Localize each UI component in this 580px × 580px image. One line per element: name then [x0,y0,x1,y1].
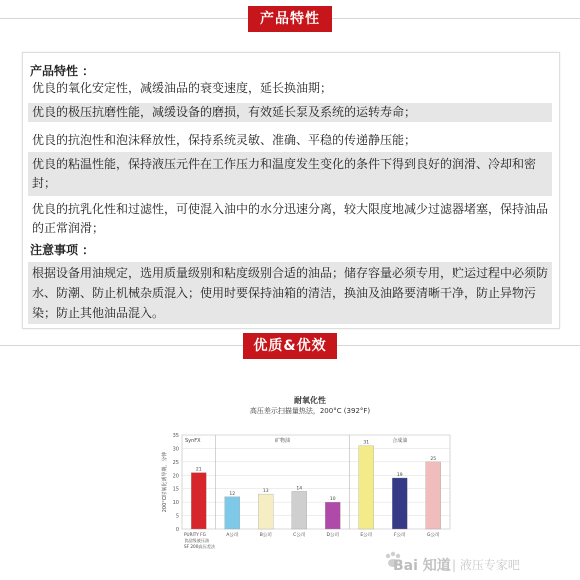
y-tick-label: 30 [172,446,179,453]
y-axis-label: 200°C时氧化诱导期，分钟 [162,451,168,513]
plot-frame [182,435,450,529]
bar [359,446,374,529]
bar [292,491,307,529]
feature-item: 优良的粘温性能，保持液压元件在工作压力和温度发生变化的条件下得到良好的润滑、冷却和密封； [28,152,552,196]
notes-text: 根据设备用油规定，选用质量级别和粘度级别合适的油品；储存容量必须专用，贮运过程中必须防水、防潮、防止机械杂质混入；使用时要保持油箱的清洁，换油及油路要清晰干净，防止异物污染；防止其他油品混入。 [28,262,552,324]
category-label: E公司 [360,533,373,538]
bar [426,462,441,529]
y-tick-label: 35 [172,433,179,439]
data-label: 31 [363,440,370,446]
category-label: C公司 [293,533,306,538]
feature-item: 优良的极压抗磨性能，减缓设备的磨损，有效延长泵及系统的运转寿命； [28,103,552,122]
y-tick-label: 15 [172,486,179,493]
oxidation-chart [150,395,470,575]
category-label: PURITY FG [184,532,206,537]
data-label: 25 [430,456,437,462]
section-banner-features [0,6,580,32]
category-label: SF 200高压差法 [184,544,216,549]
group-label: 矿物油 [274,438,291,444]
category-label: B公司 [259,533,272,538]
bar [258,494,273,529]
data-label: 12 [229,491,236,497]
chart-title: 耐氧化性 [294,396,326,405]
section-title: 优质&优效 [243,333,337,359]
y-tick-label: 20 [172,473,179,480]
y-tick-label: 0 [175,527,179,533]
bar [191,473,206,529]
group-label: SynFX [185,438,201,444]
y-tick-label: 10 [172,500,179,507]
bar [225,497,240,529]
y-tick-label: 25 [172,459,179,466]
data-label: 13 [262,489,269,495]
category-label: D公司 [326,533,339,538]
notes-heading: 注意事项 ： [30,243,95,257]
features-heading: 产品特性 ： [30,64,95,78]
data-label: 21 [195,467,202,473]
bar [392,478,407,529]
watermark-text: | 液压专家吧 [452,558,520,572]
feature-item: 优良的抗泡性和泡沫释放性，保持系统灵敏、准确、平稳的传递静压能； [32,133,417,147]
feature-item: 优良的抗乳化性和过滤性，可使混入油中的水分迅速分离，较大限度地减少过滤器堵塞，保持油品的正常润滑； [32,202,549,235]
data-label: 19 [396,472,403,478]
section-banner-quality [0,333,580,359]
watermark-brand: Bai 知道 [393,558,451,574]
category-label: F公司 [393,533,406,538]
category-label: 食品级液压油 [184,538,210,543]
section-title: 产品特性 [248,6,332,32]
chart-plot [150,417,470,575]
y-tick-label: 5 [175,513,179,520]
category-label: G公司 [427,533,440,538]
feature-item: 优良的氧化安定性，减缓油品的衰变速度，延长换油期； [32,81,333,95]
data-label: 14 [296,486,303,492]
category-label: A公司 [226,533,239,538]
data-label: 10 [329,497,336,503]
group-label: 合成油 [392,438,408,444]
chart-subtitle: 高压差示扫描量热法，200°C (392°F) [249,407,371,415]
bar [325,502,340,529]
